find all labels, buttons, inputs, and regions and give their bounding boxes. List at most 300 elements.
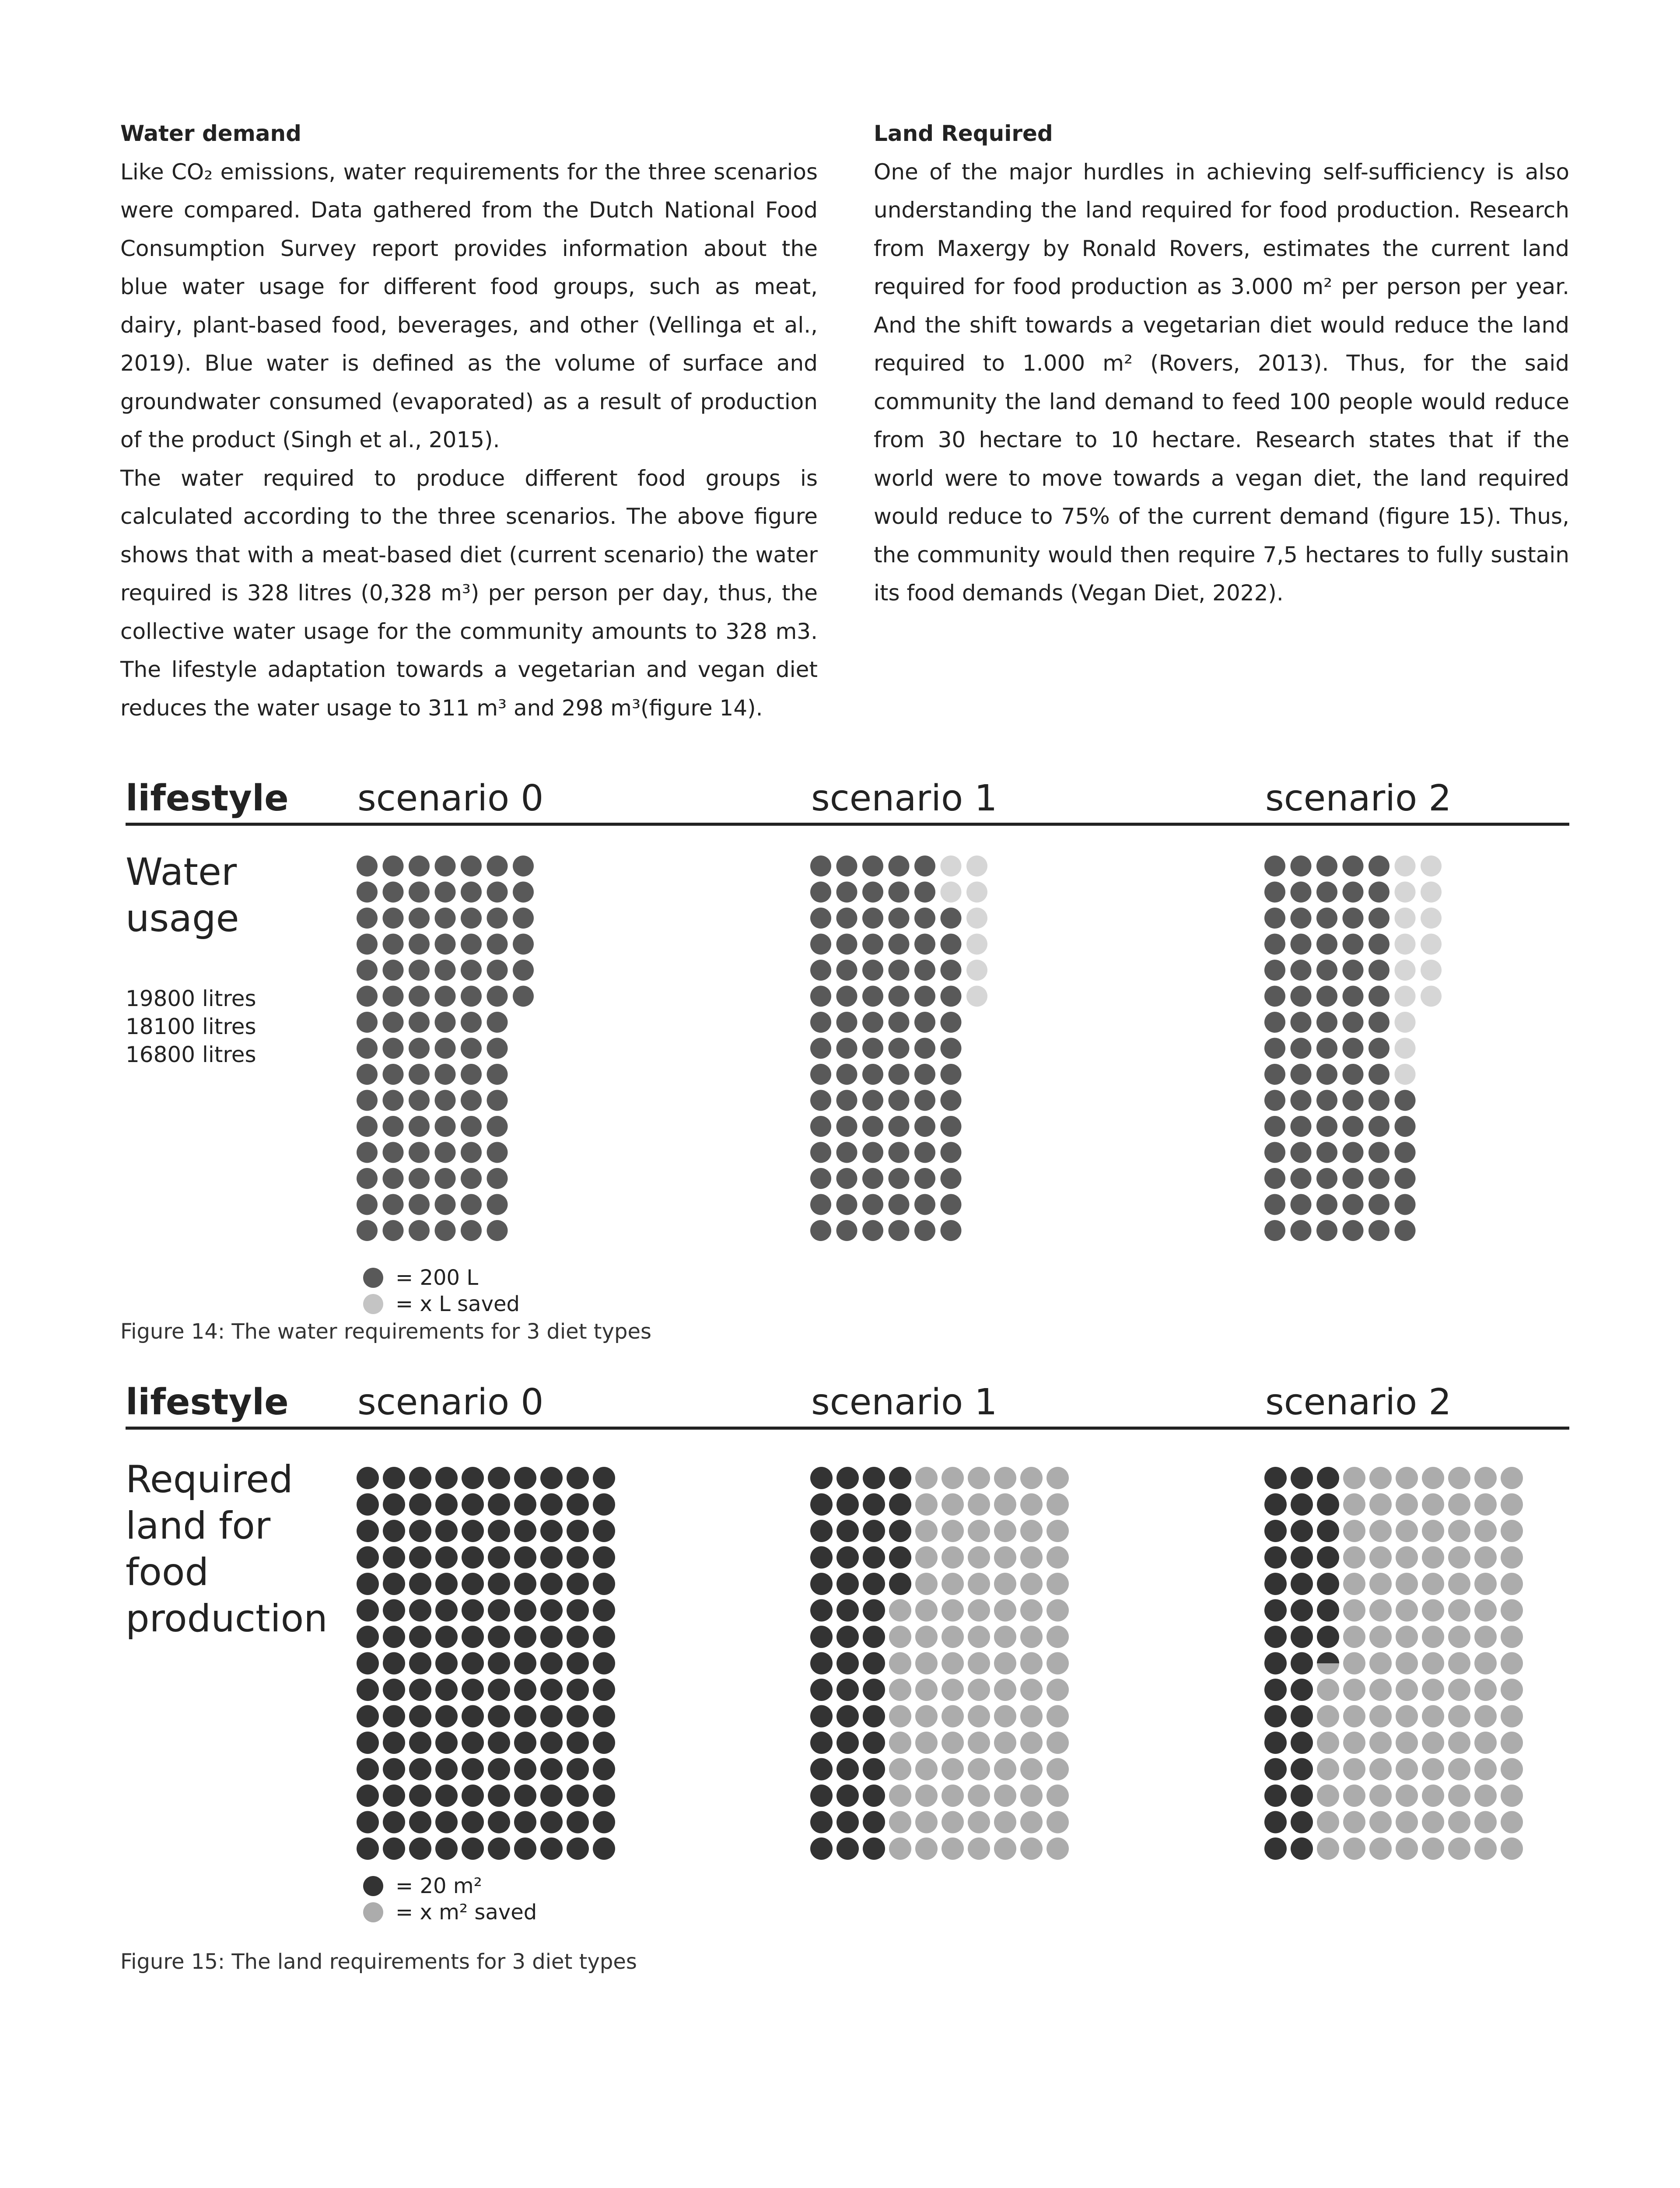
used-dot	[435, 986, 456, 1007]
saved-dot	[1396, 1467, 1418, 1489]
used-dot	[462, 1599, 484, 1622]
used-dot	[462, 1520, 484, 1542]
used-dot	[836, 1626, 859, 1648]
used-dot	[383, 1758, 405, 1781]
used-dot	[357, 882, 378, 903]
used-dot	[1317, 1494, 1339, 1516]
used-dot	[461, 1220, 482, 1241]
used-dot	[889, 856, 910, 877]
used-dot	[357, 1573, 379, 1595]
used-dot	[435, 1116, 456, 1137]
used-dot	[514, 1599, 536, 1622]
fig14-caption: Figure 14: The water requirements for 3 diet types	[120, 1319, 652, 1344]
used-dot	[1264, 1732, 1287, 1754]
used-dot	[941, 1038, 962, 1059]
used-dot	[383, 1679, 405, 1701]
used-dot	[941, 934, 962, 955]
used-dot	[1316, 934, 1337, 955]
used-dot	[1264, 1038, 1285, 1059]
used-dot	[488, 1837, 510, 1860]
saved-dot	[1369, 1626, 1392, 1648]
used-dot	[836, 960, 858, 981]
used-dot	[1368, 1220, 1390, 1241]
used-dot	[862, 1220, 883, 1241]
saved-dot	[1396, 1785, 1418, 1807]
used-dot	[1264, 1652, 1287, 1675]
used-dot	[1317, 1599, 1339, 1622]
used-dot	[383, 960, 404, 981]
used-dot	[409, 1520, 431, 1542]
saved-dot	[1474, 1785, 1497, 1807]
used-dot	[1317, 1626, 1339, 1648]
used-dot	[941, 1090, 962, 1111]
saved-dot	[994, 1705, 1016, 1728]
used-dot	[836, 1038, 858, 1059]
used-dot	[409, 1652, 431, 1675]
saved-dot	[889, 1679, 911, 1701]
used-dot	[1291, 856, 1312, 877]
used-dot	[488, 1599, 510, 1622]
used-dot	[1316, 1012, 1337, 1033]
used-dot	[435, 856, 456, 877]
saved-dot	[994, 1494, 1016, 1516]
used-dot	[914, 1194, 935, 1215]
used-dot	[487, 934, 508, 955]
used-dot	[836, 882, 858, 903]
used-dot	[435, 1758, 458, 1781]
saved-dot	[994, 1785, 1016, 1807]
saved-dot	[1395, 960, 1416, 981]
saved-dot	[1369, 1494, 1392, 1516]
saved-dot	[1422, 1520, 1444, 1542]
saved-dot	[1343, 1652, 1365, 1675]
saved-dot	[1343, 1467, 1365, 1489]
used-dot	[593, 1599, 615, 1622]
used-dot	[409, 908, 430, 929]
used-dot	[1316, 1038, 1337, 1059]
used-dot	[810, 1116, 831, 1137]
used-dot	[862, 1168, 883, 1189]
used-dot	[1291, 934, 1312, 955]
saved-dot	[1422, 1573, 1444, 1595]
fig15-legend-saved: = x m² saved	[396, 1900, 537, 1925]
used-dot	[1368, 1168, 1390, 1189]
fig15-scenario-2: scenario 2	[1265, 1382, 1452, 1423]
used-dot	[462, 1785, 484, 1807]
saved-dot	[942, 1705, 964, 1728]
used-dot	[1264, 1168, 1285, 1189]
used-dot	[810, 1220, 831, 1241]
used-dot	[941, 1168, 962, 1189]
saved-dot	[968, 1626, 990, 1648]
saved-dot	[1422, 1705, 1444, 1728]
saved-dot	[1396, 1732, 1418, 1754]
used-dot	[836, 1194, 858, 1215]
saved-dot	[1396, 1494, 1418, 1516]
saved-dot	[942, 1652, 964, 1675]
used-dot	[810, 1785, 833, 1807]
fig14-legend-saved: = x L saved	[396, 1292, 520, 1316]
used-dot	[409, 1705, 431, 1728]
used-dot	[487, 1064, 508, 1085]
used-dot	[1316, 882, 1337, 903]
used-dot	[383, 1064, 404, 1085]
saved-dot	[1369, 1546, 1392, 1569]
used-dot	[1368, 960, 1390, 981]
saved-dot	[942, 1573, 964, 1595]
used-dot	[810, 1546, 833, 1569]
saved-dot	[915, 1652, 938, 1675]
saved-dot	[1317, 1679, 1339, 1701]
used-dot	[1264, 1520, 1287, 1542]
saved-dot	[1501, 1573, 1523, 1595]
saved-dot	[1422, 1811, 1444, 1834]
used-dot	[889, 1520, 911, 1542]
used-dot	[383, 1116, 404, 1137]
used-dot	[1395, 1194, 1416, 1215]
used-dot	[409, 1573, 431, 1595]
used-dot	[810, 1520, 833, 1542]
used-dot	[863, 1705, 885, 1728]
used-dot	[514, 1732, 536, 1754]
used-dot	[462, 1467, 484, 1489]
used-dot	[941, 908, 962, 929]
used-dot	[862, 1142, 883, 1163]
saved-dot	[1422, 1652, 1444, 1675]
used-dot	[513, 882, 534, 903]
saved-dot	[1369, 1705, 1392, 1728]
used-dot	[1368, 1038, 1390, 1059]
used-dot	[836, 1573, 859, 1595]
used-dot	[810, 1467, 833, 1489]
used-dot	[1343, 960, 1364, 981]
used-dot	[1264, 1194, 1285, 1215]
saved-dot	[1474, 1652, 1497, 1675]
used-dot	[863, 1758, 885, 1781]
used-dot	[863, 1652, 885, 1675]
used-dot	[1316, 1194, 1337, 1215]
used-dot	[409, 1599, 431, 1622]
used-dot	[810, 1168, 831, 1189]
used-dot	[914, 908, 935, 929]
saved-dot	[968, 1467, 990, 1489]
used-dot	[1343, 1064, 1364, 1085]
used-dot	[567, 1573, 589, 1595]
used-dot	[487, 986, 508, 1007]
used-dot	[1368, 1012, 1390, 1033]
used-dot	[567, 1467, 589, 1489]
saved-dot	[1474, 1811, 1497, 1834]
used-dot	[810, 1064, 831, 1085]
used-dot	[1343, 908, 1364, 929]
used-dot	[461, 856, 482, 877]
used-dot	[1291, 1520, 1313, 1542]
used-dot	[862, 1038, 883, 1059]
used-dot	[810, 1652, 833, 1675]
used-dot	[514, 1705, 536, 1728]
saved-dot	[994, 1467, 1016, 1489]
used-dot	[1264, 934, 1285, 955]
used-dot	[863, 1520, 885, 1542]
used-dot	[1291, 882, 1312, 903]
used-dot	[1368, 986, 1390, 1007]
used-dot	[357, 856, 378, 877]
used-dot	[513, 960, 534, 981]
saved-dot	[889, 1785, 911, 1807]
saved-dot	[1020, 1811, 1043, 1834]
used-dot	[487, 1038, 508, 1059]
used-dot	[1368, 934, 1390, 955]
used-dot	[863, 1599, 885, 1622]
saved-dot	[889, 1811, 911, 1834]
used-dot	[593, 1732, 615, 1754]
used-dot	[862, 1194, 883, 1215]
used-dot	[462, 1546, 484, 1569]
used-dot	[487, 1142, 508, 1163]
used-dot	[889, 1467, 911, 1489]
used-dot	[914, 1168, 935, 1189]
used-dot	[461, 1090, 482, 1111]
used-dot	[461, 986, 482, 1007]
used-dot	[1264, 1494, 1287, 1516]
used-dot	[1264, 1090, 1285, 1111]
saved-dot	[1448, 1573, 1470, 1595]
used-dot	[567, 1785, 589, 1807]
used-dot	[1395, 1220, 1416, 1241]
saved-dot	[1317, 1837, 1339, 1860]
used-dot	[1264, 1142, 1285, 1163]
saved-dot	[1396, 1705, 1418, 1728]
used-dot	[810, 856, 831, 877]
used-dot	[862, 1012, 883, 1033]
used-dot	[488, 1785, 510, 1807]
used-dot	[383, 1142, 404, 1163]
used-dot	[1368, 908, 1390, 929]
fig14-metric-line-2: usage	[126, 897, 239, 940]
used-dot	[409, 1090, 430, 1111]
used-dot	[836, 986, 858, 1007]
used-dot	[1343, 1116, 1364, 1137]
saved-dot	[915, 1520, 938, 1542]
used-dot	[487, 960, 508, 981]
saved-dot	[1501, 1520, 1523, 1542]
used-dot	[357, 1599, 379, 1622]
saved-dot	[1474, 1467, 1497, 1489]
saved-dot	[942, 1679, 964, 1701]
used-dot	[1291, 1012, 1312, 1033]
used-dot	[863, 1573, 885, 1595]
saved-dot	[1343, 1599, 1365, 1622]
used-dot	[1316, 986, 1337, 1007]
saved-dot	[1448, 1494, 1470, 1516]
used-dot	[1291, 1599, 1313, 1622]
saved-dot	[1396, 1626, 1418, 1648]
saved-dot	[968, 1732, 990, 1754]
saved-dot	[1501, 1652, 1523, 1675]
used-dot	[1343, 1090, 1364, 1111]
used-dot	[810, 1837, 833, 1860]
used-dot	[383, 1732, 405, 1754]
used-dot	[487, 882, 508, 903]
saved-dot	[1448, 1679, 1470, 1701]
saved-dot	[1046, 1837, 1069, 1860]
saved-dot	[1474, 1599, 1497, 1622]
saved-dot	[1369, 1837, 1392, 1860]
used-dot	[567, 1758, 589, 1781]
used-dot	[435, 1546, 458, 1569]
saved-dot	[1046, 1520, 1069, 1542]
used-dot	[462, 1811, 484, 1834]
used-dot	[487, 1090, 508, 1111]
used-dot	[357, 1679, 379, 1701]
used-dot	[409, 1837, 431, 1860]
used-dot	[383, 1467, 405, 1489]
used-dot	[514, 1652, 536, 1675]
used-dot	[1291, 1837, 1313, 1860]
used-dot	[435, 1064, 456, 1085]
used-dot	[1368, 1064, 1390, 1085]
saved-dot	[1448, 1599, 1470, 1622]
used-dot	[1368, 1116, 1390, 1137]
saved-dot	[1369, 1679, 1392, 1701]
used-dot	[461, 908, 482, 929]
used-dot	[540, 1467, 563, 1489]
used-dot	[357, 1194, 378, 1215]
saved-dot	[1020, 1467, 1043, 1489]
used-dot	[1368, 856, 1390, 877]
saved-dot	[1422, 1732, 1444, 1754]
used-dot	[941, 1142, 962, 1163]
saved-dot	[1474, 1758, 1497, 1781]
used-dot	[540, 1652, 563, 1675]
used-dot	[810, 960, 831, 981]
used-dot	[383, 1168, 404, 1189]
saved-dot	[1046, 1599, 1069, 1622]
saved-dot	[1421, 856, 1442, 877]
used-dot	[488, 1467, 510, 1489]
used-dot	[1264, 1679, 1287, 1701]
used-dot	[435, 1467, 458, 1489]
saved-dot	[1422, 1837, 1444, 1860]
saved-dot	[1343, 1679, 1365, 1701]
used-dot	[862, 908, 883, 929]
used-dot	[409, 1012, 430, 1033]
used-dot	[409, 986, 430, 1007]
used-dot	[514, 1811, 536, 1834]
used-dot	[593, 1758, 615, 1781]
used-dot	[914, 986, 935, 1007]
used-dot	[409, 934, 430, 955]
used-dot	[357, 908, 378, 929]
used-dot	[435, 1038, 456, 1059]
used-dot	[863, 1467, 885, 1489]
used-dot	[889, 1494, 911, 1516]
saved-dot	[915, 1546, 938, 1569]
used-dot	[836, 1520, 859, 1542]
used-dot	[941, 1194, 962, 1215]
saved-dot	[994, 1679, 1016, 1701]
used-dot	[540, 1626, 563, 1648]
used-dot	[409, 1546, 431, 1569]
used-dot	[514, 1546, 536, 1569]
fig14-legend	[363, 1265, 520, 1317]
used-dot	[1343, 1220, 1364, 1241]
saved-dot	[968, 1520, 990, 1542]
fig14-values	[126, 985, 256, 1069]
used-dot	[435, 1520, 458, 1542]
used-dot	[488, 1811, 510, 1834]
saved-dot	[1396, 1573, 1418, 1595]
used-dot	[593, 1626, 615, 1648]
used-dot	[435, 1494, 458, 1516]
used-dot	[1316, 1168, 1337, 1189]
saved-dot	[1046, 1758, 1069, 1781]
used-dot	[383, 1837, 405, 1860]
used-dot	[593, 1494, 615, 1516]
used-dot	[567, 1546, 589, 1569]
used-dot	[1264, 1064, 1285, 1085]
saved-dot	[1020, 1573, 1043, 1595]
used-dot	[1291, 1038, 1312, 1059]
used-dot	[1264, 1116, 1285, 1137]
used-dot	[914, 1116, 935, 1137]
used-dot	[357, 1142, 378, 1163]
saved-dot	[1501, 1785, 1523, 1807]
saved-dot	[889, 1758, 911, 1781]
saved-dot	[1396, 1758, 1418, 1781]
used-dot	[836, 1012, 858, 1033]
used-dot	[810, 1811, 833, 1834]
used-dot	[889, 882, 910, 903]
fig14-grid-scenario-0	[357, 856, 540, 1249]
saved-dot	[1046, 1732, 1069, 1754]
used-dot	[1395, 1090, 1416, 1111]
fig15-grid-scenario-2	[1264, 1467, 1527, 1869]
used-dot	[435, 1168, 456, 1189]
used-dot	[889, 1038, 910, 1059]
used-dot	[1264, 1573, 1287, 1595]
saved-dot	[1369, 1599, 1392, 1622]
used-dot	[593, 1652, 615, 1675]
saved-dot	[968, 1652, 990, 1675]
used-dot	[1343, 856, 1364, 877]
used-dot	[461, 1012, 482, 1033]
used-dot	[1368, 1194, 1390, 1215]
used-dot	[567, 1811, 589, 1834]
saved-dot	[968, 1679, 990, 1701]
used-dot	[914, 1012, 935, 1033]
used-dot	[862, 986, 883, 1007]
used-dot	[409, 1220, 430, 1241]
used-dot	[514, 1785, 536, 1807]
saved-dot	[1317, 1758, 1339, 1781]
used-dot	[567, 1599, 589, 1622]
used-dot	[810, 1194, 831, 1215]
fig14-scenario-2: scenario 2	[1265, 778, 1452, 819]
saved-dot	[1422, 1758, 1444, 1781]
used-dot	[357, 1116, 378, 1137]
used-dot	[383, 1494, 405, 1516]
used-dot	[1343, 1168, 1364, 1189]
used-dot	[435, 1811, 458, 1834]
fig14-value-scenario-2: 16800 litres	[126, 1042, 256, 1067]
used-dot	[836, 1090, 858, 1111]
saved-dot	[1396, 1546, 1418, 1569]
saved-dot	[1343, 1837, 1365, 1860]
used-dot	[1291, 1090, 1312, 1111]
saved-dot	[1317, 1785, 1339, 1807]
used-dot	[863, 1785, 885, 1807]
